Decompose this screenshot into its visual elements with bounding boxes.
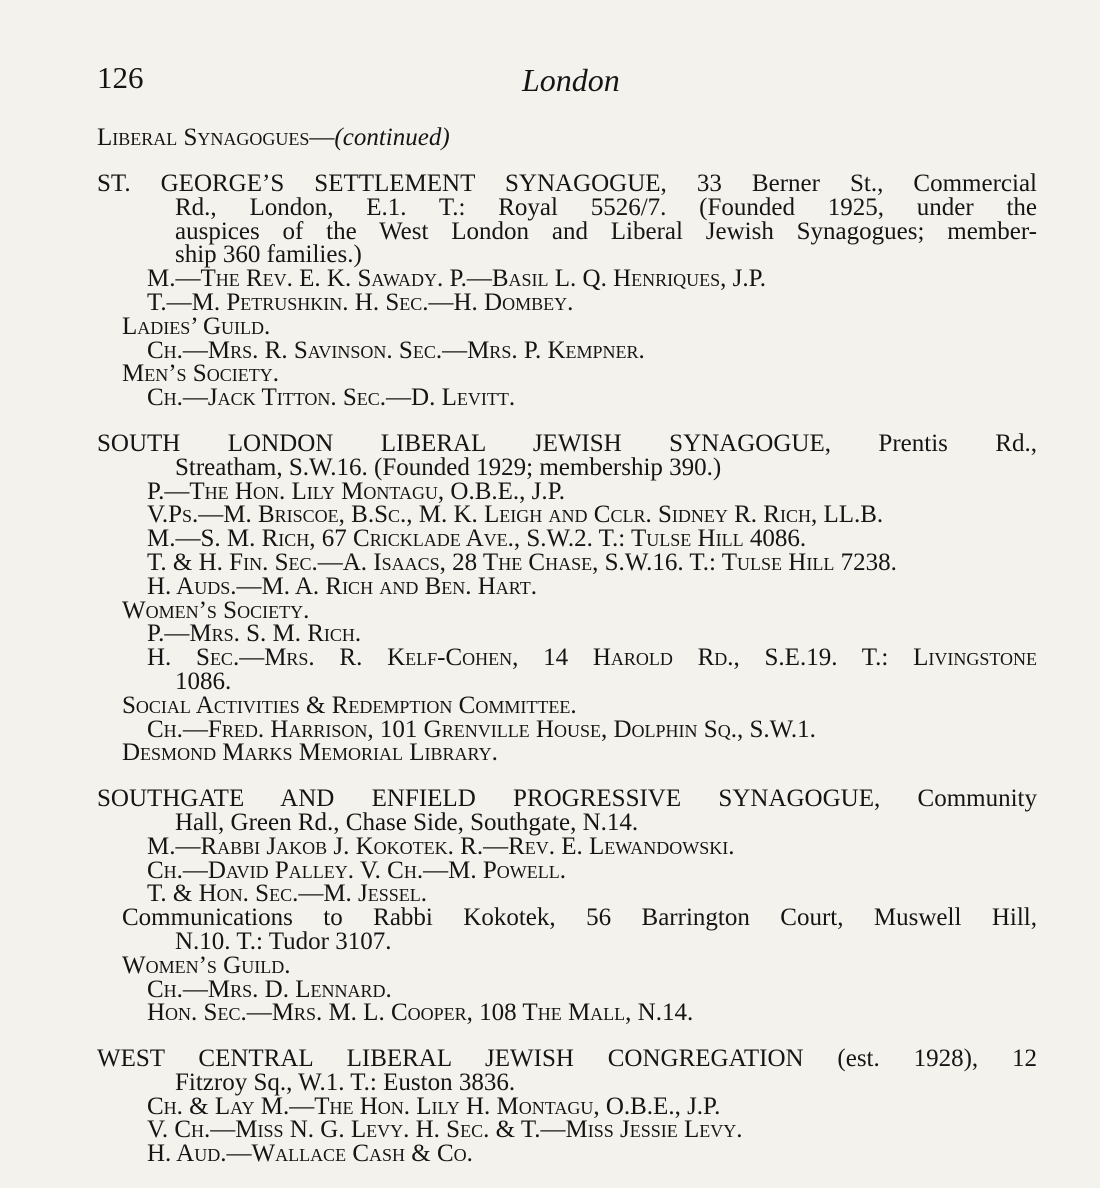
officer-line: Hon. Sec.—Mrs. M. L. Cooper, 108 The Mall, N.14.	[147, 999, 694, 1027]
officer-line: H. Aud.—Wallace Cash & Co.	[147, 1140, 473, 1168]
officer-line: P.—The Hon. Lily Montagu, O.B.E., J.P.	[147, 477, 566, 505]
entries	[97, 172, 1037, 1188]
section-title: Liberal Synagogues—	[97, 124, 335, 151]
entry-title-line: SOUTH LONDON LIBERAL JEWISH SYNAGOGUE, Prentis Rd.,	[97, 429, 1037, 457]
subsection-heading: Social Activities & Redemption Committee.	[122, 691, 577, 719]
page-number: 126	[97, 60, 144, 95]
officer-line: H. Auds.—M. A. Rich and Ben. Hart.	[147, 572, 537, 600]
officer-line: V. Ch.—Miss N. G. Levy. H. Sec. & T.—Miss Jessie Levy.	[147, 1116, 743, 1144]
officer-line: Ch.—Mrs. R. Savinson. Sec.—Mrs. P. Kempner.	[147, 336, 645, 364]
officer-line: Ch.—Mrs. D. Lennard.	[147, 975, 392, 1003]
entry-title-line: WEST CENTRAL LIBERAL JEWISH CONGREGATION (est. 1928), 12	[97, 1045, 1037, 1073]
subsection-heading: Women’s Guild.	[122, 951, 291, 979]
officer-line: M.—S. M. Rich, 67 Cricklade Ave., S.W.2. T.: Tulse Hill 4086.	[147, 525, 807, 553]
entry-line: 1086.	[175, 667, 232, 695]
entry-st-georges	[97, 172, 1037, 410]
entry-line: Rd., London, E.1. T.: Royal 5526/7. (Founded 1925, under the	[175, 193, 1037, 221]
section-heading	[97, 124, 450, 152]
officer-line: P.—Mrs. S. M. Rich.	[147, 620, 362, 648]
officer-line: T. & H. Fin. Sec.—A. Isaacs, 28 The Chase, S.W.16. T.: Tulse Hill 7238.	[147, 548, 897, 576]
subsection-heading: Desmond Marks Memorial Library.	[122, 739, 498, 767]
entry-line: Fitzroy Sq., W.1. T.: Euston 3836.	[175, 1068, 516, 1096]
section-continued: (continued)	[334, 124, 450, 151]
subsection-heading: Women’s Society.	[122, 596, 310, 624]
officer-line: Ch.—Jack Titton. Sec.—D. Levitt.	[147, 384, 516, 412]
subsection-heading: Men’s Society.	[122, 360, 279, 388]
entry-southgate	[97, 787, 1037, 1025]
officer-line: Ch.—David Palley. V. Ch.—M. Powell.	[147, 856, 566, 884]
officer-line: H. Sec.—Mrs. R. Kelf-Cohen, 14 Harold Rd., S.E.19. T.: Livingstone	[147, 644, 1037, 672]
officer-line: M.—The Rev. E. K. Sawady. P.—Basil L. Q. Henriques, J.P.	[147, 265, 766, 293]
entry-line: Communications to Rabbi Kokotek, 56 Barrington Court, Muswell Hill,	[122, 904, 1037, 932]
entry-west-central	[97, 1047, 1037, 1166]
entry-title-line: ST. GEORGE’S SETTLEMENT SYNAGOGUE, 33 Berner St., Commercial	[97, 170, 1037, 197]
running-head: London	[522, 62, 620, 98]
entry-title-line: SOUTHGATE AND ENFIELD PROGRESSIVE SYNAGOGUE, Community	[97, 785, 1037, 813]
entry-line: Streatham, S.W.16. (Founded 1929; membership 390.)	[175, 453, 722, 481]
officer-line: T.—M. Petrushkin. H. Sec.—H. Dombey.	[147, 288, 574, 316]
entry-line: auspices of the West London and Liberal Jewish Synagogues; member-	[175, 217, 1037, 245]
officer-line: T. & Hon. Sec.—M. Jessel.	[147, 880, 428, 908]
officer-line: V.Ps.—M. Briscoe, B.Sc., M. K. Leigh and Cclr. Sidney R. Rich, LL.B.	[147, 501, 884, 529]
entry-line: N.10. T.: Tudor 3107.	[175, 927, 392, 955]
officer-line: Ch. & Lay M.—The Hon. Lily H. Montagu, O.B.E., J.P.	[147, 1092, 721, 1120]
officer-line: M.—Rabbi Jakob J. Kokotek. R.—Rev. E. Lewandowski.	[147, 832, 735, 860]
subsection-heading: Ladies’ Guild.	[122, 312, 271, 340]
entry-line: Hall, Green Rd., Chase Side, Southgate, N.14.	[175, 808, 639, 836]
entry-south-london	[97, 429, 1037, 767]
entry-line: ship 360 families.)	[175, 241, 362, 269]
officer-line: Ch.—Fred. Harrison, 101 Grenville House, Dolphin Sq., S.W.1.	[147, 715, 816, 743]
